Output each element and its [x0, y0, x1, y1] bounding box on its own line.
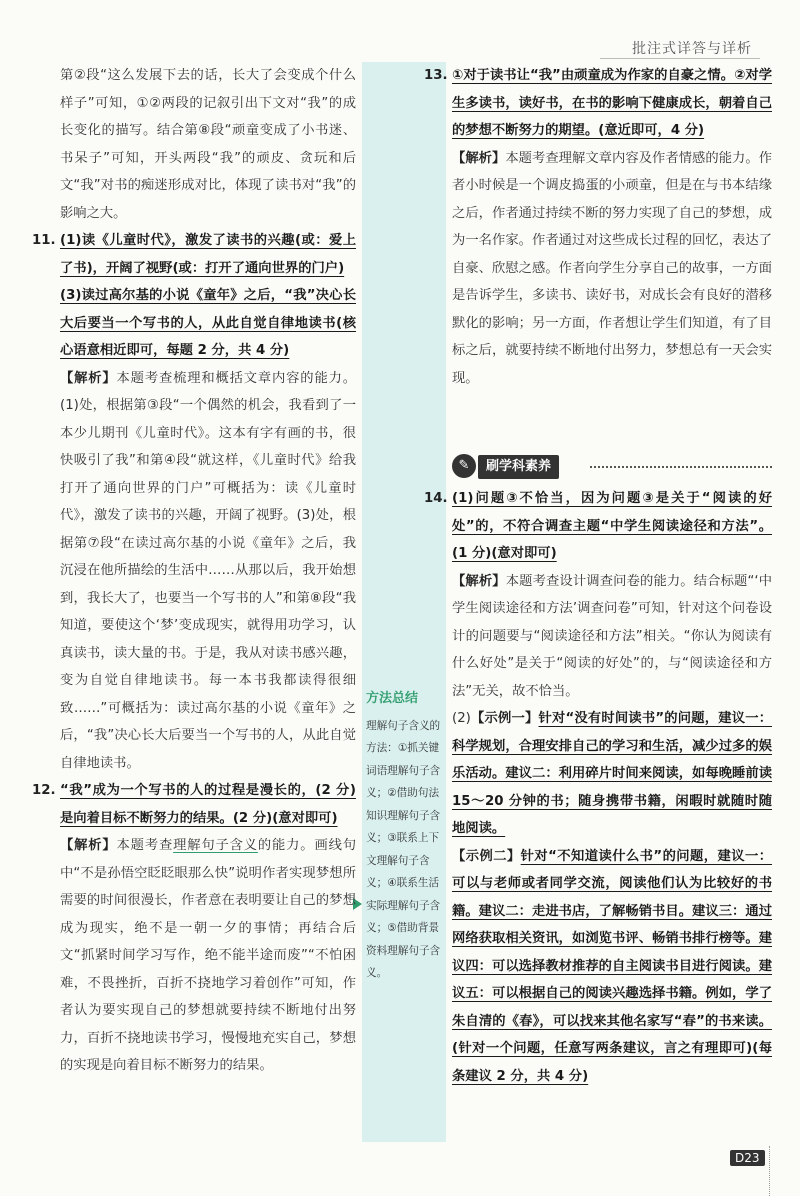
q14-example-1-tag: 【示例一】: [470, 711, 539, 726]
q11-analysis-tag: 【解析】: [60, 370, 117, 386]
q11-analysis: [60, 365, 356, 778]
q14-number: 14.: [424, 491, 448, 506]
left-column: [32, 62, 357, 1080]
q11-answer-3-block: [60, 282, 356, 365]
page-number: D23: [730, 1150, 765, 1166]
q14-answer-1: (1)问题③不恰当，因为问题③是关于“阅读的好处”的，不符合调查主题“中学生阅读途径和方法”。(1 分)(意对即可): [452, 491, 772, 561]
sidebar-body: 理解句子含义的方法：①抓关键词语理解句子含义；②借助句法知识理解句子含义；③联系上下文理解句子含义；④联系生活实际理解句子含义；⑤借助背景资料理解句子含义。: [366, 719, 441, 979]
q13-analysis-tag: 【解析】: [452, 150, 506, 166]
q12-analysis-tag: 【解析】: [60, 838, 117, 853]
q14-example-2: [452, 843, 772, 1091]
q13-analysis-text: 本题考查理解文章内容及作者情感的能力。作者小时候是一个调皮捣蛋的小顽童，但是在与书本结缘之后，作者通过持续不断的努力实现了自己的梦想，成为一名作家。作者通过对这些成长过程的回忆，表达了自豪、欣慰之感。作者向学生分享自己的故事，一方面是告诉学生，多读书、读好书，对成长会有良好的潜移默化的影响；另一方面，作者想让学生们知道，有了目标之后，就要持续不断地付出努力，梦想总有一天会实现。: [452, 150, 773, 386]
q13-answer-text: ①对于读书让“我”由顽童成为作家的自豪之情。②对学生多读书，读好书，在书的影响下健康成长，朝着自己的梦想不断努力的期望。(意近即可，4 分): [452, 68, 772, 138]
section-header: [452, 454, 772, 482]
sidebar-method-summary: [366, 688, 444, 985]
q11-answer-1: (1)读《儿童时代》，激发了读书的兴趣(或：爱上了书)，开阔了视野(或：打开了通向世界的门户): [60, 233, 356, 276]
q12-analysis-text-2: 的能力。画线句中“不是孙悟空眨眨眼那么快”说明作者实现梦想所需要的时间很漫长，作者意在表明要让自己的梦想成为现实，绝不是一朝一夕的事情；再结合后文“抓紧时间学习写作，绝不能半途而废”“不怕困难，不畏挫折，百折不挠地学习着创作”可知，作者认为要实现自己的梦想就要持续不断地付出努力，百折不挠地读书学习，慢慢地充实自己，梦想的实现是向着目标不断努力的结果。: [60, 838, 357, 1073]
q14-example-1-text: 针对“没有时间读书”的问题，建议一：科学规划，合理安排自己的学习和生活，减少过多的娱乐活动。建议二：利用碎片时间来阅读，如每晚睡前读 15～20 分钟的书；随身携带书籍，闲暇时就随时随地阅读。: [452, 711, 773, 836]
right-column: [424, 62, 773, 392]
q11-analysis-text: 本题考查梳理和概括文章内容的能力。(1)处，根据第③段“一个偶然的机会，我看到了一本少儿期刊《儿童时代》。这本有字有画的书，很快吸引了我”和第④段“就这样，《儿童时代》给我打开了通向世界的门户”可概括为：读《儿童时代》，激发了读书的兴趣，开阔了视野。(3)处，根据第⑦段“在读过高尔基的小说《童年》之后，我沉浸在他所描绘的生活中……从那以后，我开始想到，我长大了，也要当一个写书的人”和第⑧段“我知道，要使这个‘梦’变成现实，就得用功学习，认真读书，读大量的书。于是，我从对读书感兴趣，变为自觉自律地读书。每一本书我都读得很细致……”可概括为：读过高尔基的小说《童年》之后，“我”决心长大后要当一个写书的人，从此自觉自律地读书。: [60, 370, 357, 771]
q14-analysis-tag: 【解析】: [452, 573, 506, 589]
q13-analysis: [452, 145, 772, 393]
q12-analysis: [60, 832, 356, 1080]
q14-example-2-text: 针对“不知道读什么书”的问题，建议一：可以与老师或者同学交流，阅读他们认为比较好的书籍。建议二：走进书店，了解畅销书目。建议三：通过网络获取相关资讯，如浏览书评、畅销书排行榜等。建议四：可以选择教材推荐的自主阅读书目进行阅读。建议五：可以根据自己的阅读兴趣选择书籍。例如，学了朱自清的《春》，可以找来其他名家写“春”的书来读。(针对一个问题，任意写两条建议，言之有理即可)(每条建议 2 分，共 4 分): [452, 848, 772, 1084]
header-rule: [600, 58, 760, 59]
right-column-lower: [424, 485, 773, 1090]
page-corner-mark: [769, 1146, 800, 1196]
q14-analysis-text: 本题考查设计调查问卷的能力。结合标题“‘中学生阅读途径和方法’调查问卷”可知，针对这个问卷设计的问题要与“阅读途径和方法”相关。“你认为阅读有什么好处”是关于“阅读的好处”的，与“阅读途径和方法”无关，故不恰当。: [452, 573, 772, 699]
q13-number: 13.: [424, 68, 448, 83]
q14-answer: [424, 485, 772, 568]
q14-part2-label: (2): [452, 711, 471, 726]
header-title: 批注式详答与详析: [632, 41, 752, 57]
q12-answer-text: “我”成为一个写书的人的过程是漫长的，(2 分)是向着目标不断努力的结果。(2 分)(意对即可): [60, 783, 356, 826]
sidebar-title: 方法总结: [366, 691, 419, 706]
q10-analysis-continued: 第②段“这么发展下去的话，长大了会变成个什么样子”可知，①②两段的记叙引出下文对“我”的成长变化的描写。结合第⑧段“顽童变成了小书迷、书呆子”可知，开头两段“我”的顽皮、贪玩和后文“我”对书的痴迷形成对比，体现了读书对“我”的影响之大。: [60, 68, 356, 221]
q14-example-2-tag: 【示例二】: [452, 848, 521, 864]
section-label: 刷学科素养: [478, 455, 559, 479]
q12-analysis-text-1: 本题考查: [116, 838, 174, 853]
q14-example-1: [452, 705, 772, 843]
q13-answer: [424, 62, 772, 145]
q11-answer: [32, 227, 356, 282]
q11-number: 11.: [32, 233, 56, 248]
q12-answer: [32, 777, 356, 832]
section-divider: [590, 466, 772, 468]
q11-answer-2: (3)读过高尔基的小说《童年》之后，“我”决心长大后要当一个写书的人，从此自觉自律地读书(核心语意相近即可，每题 2 分，共 4 分): [60, 288, 356, 358]
pen-icon: ✎: [452, 454, 476, 478]
q12-number: 12.: [32, 783, 56, 798]
q14-analysis: [452, 568, 772, 706]
q12-analysis-keyword: 理解句子含义: [173, 838, 258, 853]
